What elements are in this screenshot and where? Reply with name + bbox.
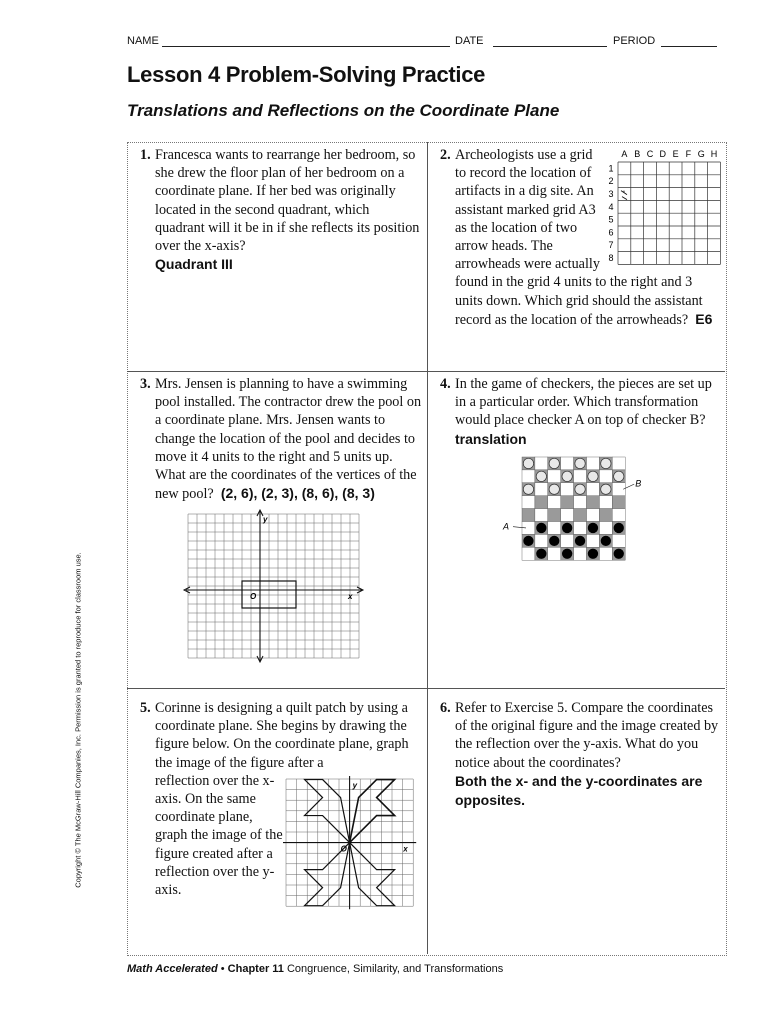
dark-checker <box>536 523 546 533</box>
date-field[interactable] <box>493 46 607 47</box>
page-title: Lesson 4 Problem-Solving Practice <box>127 62 486 87</box>
board-square <box>561 509 574 522</box>
light-checker <box>562 471 572 481</box>
problem-number: 6. <box>440 700 451 716</box>
light-checker <box>523 458 533 468</box>
board-square <box>599 470 612 483</box>
board-square <box>561 457 574 470</box>
light-checker <box>588 471 598 481</box>
board-square <box>574 522 587 535</box>
dark-checker <box>536 549 546 559</box>
board-square <box>587 457 600 470</box>
light-checker <box>549 484 559 494</box>
dark-checker <box>562 523 572 533</box>
row-divider <box>127 688 725 689</box>
problem-text: Refer to Exercise 5. Compare the coordinates of the original figure and the image created by the reflection over the y-axis. What do you notice about the coordinates? <box>455 700 719 771</box>
origin-label: O <box>250 592 257 601</box>
board-square <box>574 547 587 560</box>
problem-text-continued: reflection over the x-axis. On the same coordinate plane, graph the image of the figure created after a reflection over the y-axis. <box>155 772 283 899</box>
name-label: NAME <box>127 35 159 47</box>
problem-text: Corinne is designing a quilt patch by using a coordinate plane. She begins by drawing the figure below. On the coordinate plane, graph the image of the figure after a <box>155 700 409 771</box>
dark-checker <box>614 523 624 533</box>
board-square <box>612 457 625 470</box>
grid-row-label: 2 <box>608 176 614 187</box>
board-square <box>548 509 561 522</box>
problem-number: 3. <box>140 376 151 392</box>
board-square <box>587 534 600 547</box>
checker-a-label: A <box>503 521 510 532</box>
pool-coordinate-plane <box>188 514 364 662</box>
problem-number: 2. <box>440 147 451 163</box>
board-square <box>599 522 612 535</box>
x-axis-label: x <box>348 592 353 601</box>
answer: Quadrant III <box>155 256 233 273</box>
problem-6 <box>440 699 722 810</box>
board-square <box>535 483 548 496</box>
grid-row-label: 5 <box>608 214 614 225</box>
dark-checker <box>588 523 598 533</box>
board-square <box>548 470 561 483</box>
answer: translation <box>455 430 527 447</box>
board-square <box>587 509 600 522</box>
problem-text: Francesca wants to rearrange her bedroom, so she drew the floor plan of her bedroom on a coordinate plane. If her bed was originally located in the second quadrant, which quadrant will it be in if she reflects its position over the x-axis? <box>155 147 420 255</box>
board-square <box>612 509 625 522</box>
problem-number: 5. <box>140 700 151 716</box>
board-square <box>599 547 612 560</box>
problem-4 <box>440 375 722 449</box>
copyright-notice: Copyright © The McGraw-Hill Companies, Inc. Permission is granted to reproduce for classroom use. <box>73 552 83 888</box>
light-checker <box>614 471 624 481</box>
footer-book: Math Accelerated <box>127 963 218 975</box>
grid-row-label: 3 <box>608 189 614 199</box>
answer: E6 <box>695 310 713 327</box>
grid-column-label: F <box>685 149 692 159</box>
board-square <box>561 483 574 496</box>
grid-row-label: 7 <box>608 240 614 251</box>
quilt-coordinate-plane <box>286 779 424 917</box>
checkerboard-figure <box>500 457 650 569</box>
light-checker <box>601 458 611 468</box>
dark-checker <box>601 536 611 546</box>
light-checker <box>536 471 546 481</box>
board-square <box>599 509 612 522</box>
grid-column-label: G <box>697 149 705 159</box>
period-label: PERIOD <box>613 35 656 47</box>
grid-row-label: 4 <box>608 201 614 212</box>
period-field[interactable] <box>661 46 717 47</box>
board-square <box>535 509 548 522</box>
dark-checker <box>614 549 624 559</box>
grid-column-label: C <box>646 149 654 159</box>
date-label: DATE <box>455 35 484 47</box>
problem-text: Mrs. Jensen is planning to have a swimming pool installed. The contractor drew the pool on a coordinate plane. Mrs. Jensen wants to change the location of the pool and decides to move it 4 units to the right and 5 units up. What are the coordinates of the vertices of the new pool? <box>155 376 422 503</box>
board-square <box>587 483 600 496</box>
x-axis-label: x <box>403 844 408 854</box>
dark-checker <box>588 549 598 559</box>
board-square <box>587 496 600 509</box>
light-checker <box>575 458 585 468</box>
problem-text: In the game of checkers, the pieces are set up in a particular order. Which transformation would place checker A on top of checker B? <box>455 376 712 429</box>
footer-bullet: • <box>220 963 225 975</box>
light-checker <box>549 458 559 468</box>
answer: Both the x- and the y-coordinates are opposites. <box>455 772 703 809</box>
board-square <box>561 496 574 509</box>
problem-number: 4. <box>440 376 451 392</box>
grid-row-label: 6 <box>608 227 614 238</box>
grid-column-label: D <box>659 149 667 159</box>
board-square <box>612 534 625 547</box>
board-square <box>574 509 587 522</box>
reflected-figure <box>305 780 350 843</box>
problem-number: 1. <box>140 147 151 163</box>
grid-column-label: H <box>710 149 718 159</box>
board-square <box>548 496 561 509</box>
light-checker <box>523 484 533 494</box>
y-axis-label: y <box>263 515 268 524</box>
grid-row-label: 8 <box>608 253 614 263</box>
footer-chapter-title: Congruence, Similarity, and Transformations <box>286 963 504 975</box>
board-square <box>522 547 535 560</box>
board-square <box>535 457 548 470</box>
board-square <box>574 496 587 509</box>
dark-checker <box>523 536 533 546</box>
footer-chapter: Chapter 11 <box>227 963 284 975</box>
grid-row-label: 1 <box>608 163 614 174</box>
name-field[interactable] <box>162 46 450 47</box>
page-subtitle: Translations and Reflections on the Coordinate Plane <box>127 101 560 120</box>
answer: (2, 6), (2, 3), (8, 6), (8, 3) <box>220 485 375 502</box>
board-square <box>574 470 587 483</box>
board-square <box>535 534 548 547</box>
row-divider <box>127 371 725 372</box>
board-square <box>522 496 535 509</box>
grid-column-label: A <box>621 149 628 159</box>
board-square <box>612 496 625 509</box>
footer <box>127 963 503 975</box>
board-square <box>535 496 548 509</box>
problem-text: Archeologists use a grid to record the location of artifacts in a dig site. An assistant marked grid A3 as the location of two arrow heads. The arrowheads were actually found in the grid 4 units to the right and 3 units down. Which grid should the assistant record as the location of the arrowheads? <box>455 147 703 328</box>
board-square <box>548 547 561 560</box>
dark-checker <box>562 549 572 559</box>
board-square <box>561 534 574 547</box>
grid-column-label: E <box>672 149 679 159</box>
light-checker <box>575 484 585 494</box>
dark-checker <box>575 536 585 546</box>
dark-checker <box>549 536 559 546</box>
problem-3 <box>140 375 422 503</box>
light-checker <box>601 484 611 494</box>
dig-site-grid <box>602 146 724 270</box>
y-axis-label: y <box>352 781 358 790</box>
board-square <box>599 496 612 509</box>
reflected-figure <box>350 843 395 906</box>
board-square <box>522 509 535 522</box>
grid-column-label: B <box>634 149 641 159</box>
board-square <box>548 522 561 535</box>
problem-1 <box>140 146 422 274</box>
origin-label: O <box>340 844 347 854</box>
column-divider <box>427 142 428 954</box>
board-square <box>522 470 535 483</box>
checker-b-label: B <box>635 478 642 489</box>
arrowhead-icon <box>621 191 627 200</box>
